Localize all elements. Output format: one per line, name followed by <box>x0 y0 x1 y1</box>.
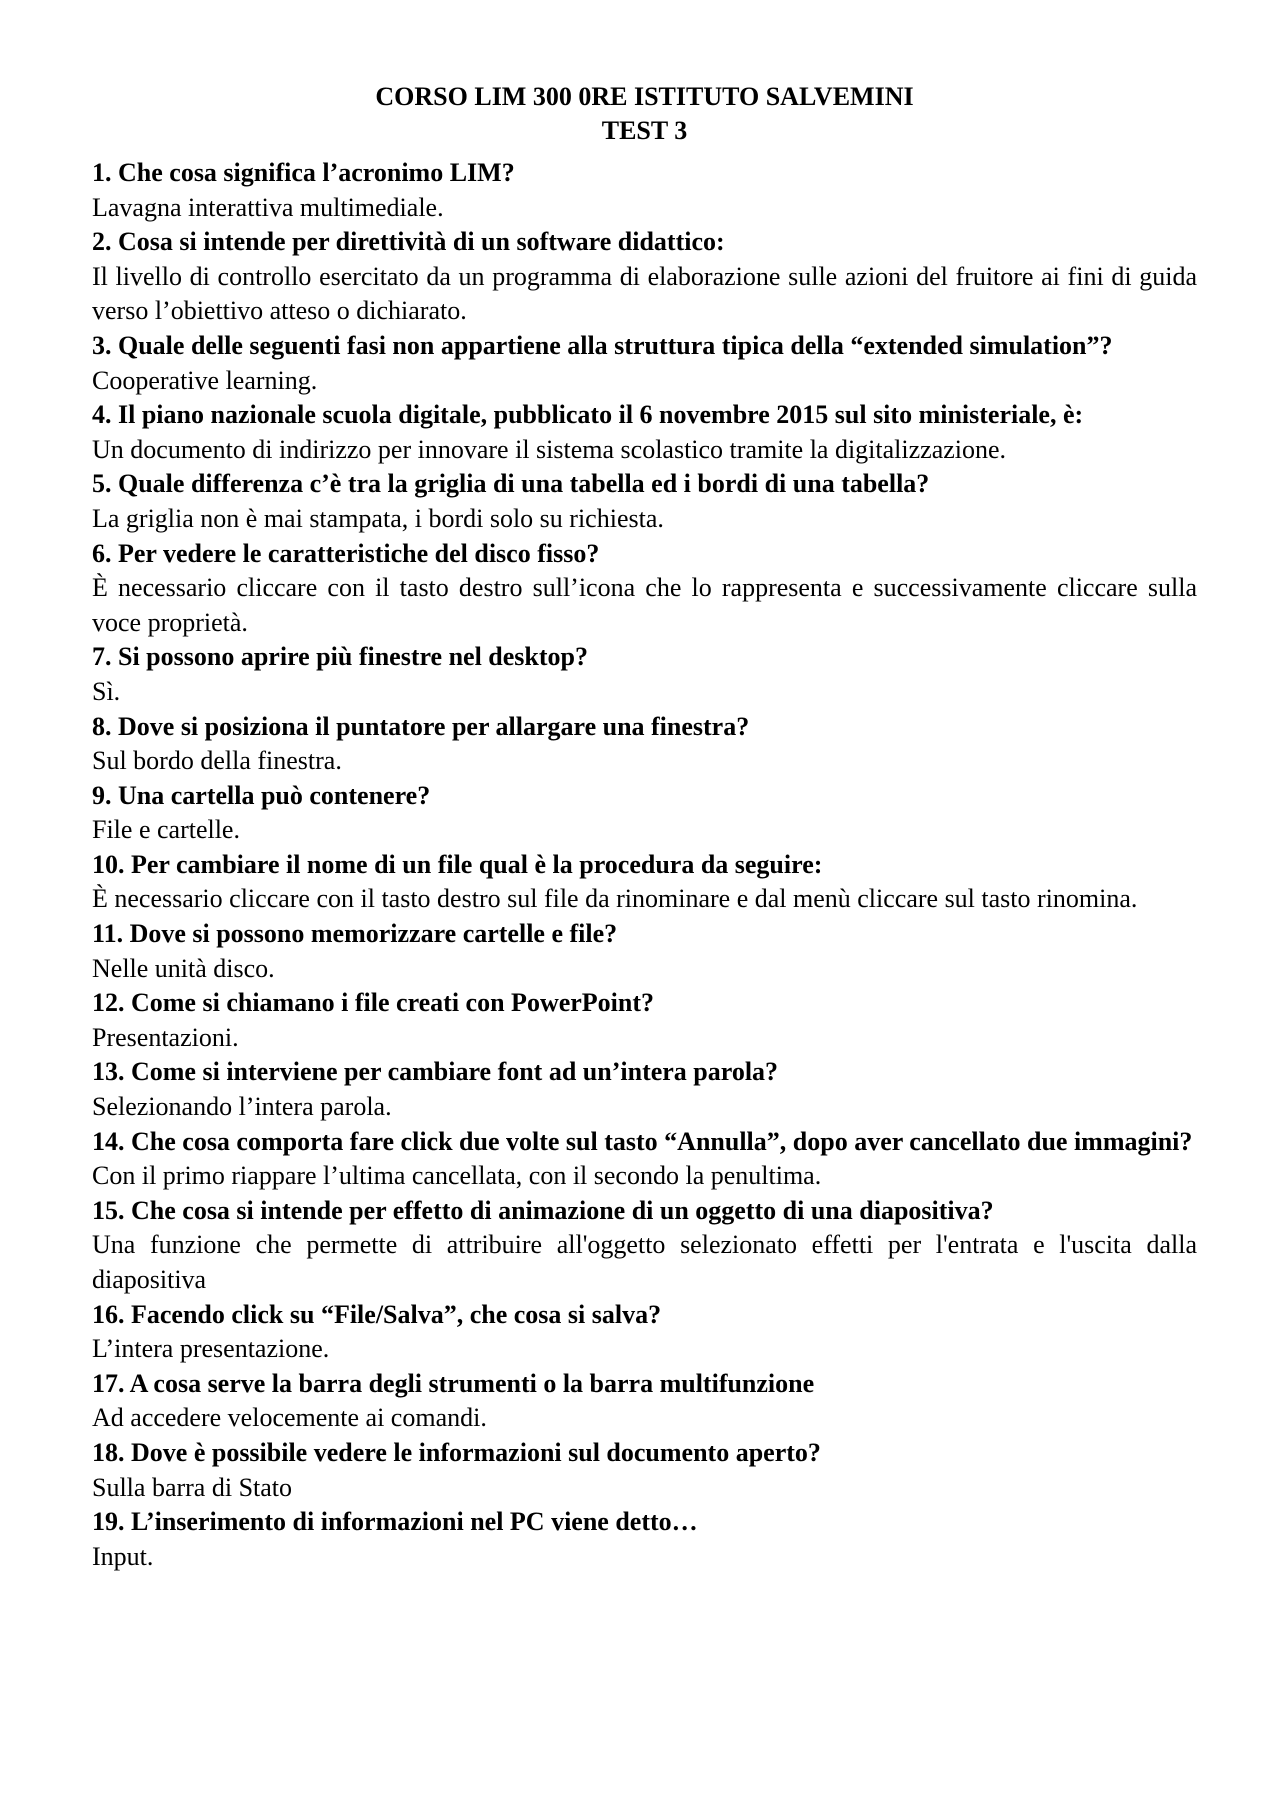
title-block <box>92 80 1197 148</box>
answer: Sul bordo della finestra. <box>92 746 342 776</box>
qa-item-6 <box>92 537 1197 641</box>
answer: È necessario cliccare con il tasto destro sull’icona che lo rappresenta e successivamente cliccare sulla voce proprietà. <box>92 573 1197 637</box>
question: 17. A cosa serve la barra degli strumenti o la barra multifunzione <box>92 1368 815 1398</box>
qa-item-14 <box>92 1125 1197 1194</box>
answer: La griglia non è mai stampata, i bordi solo su richiesta. <box>92 503 664 533</box>
question: 7. Si possono aprire più finestre nel desktop? <box>92 642 589 672</box>
document-page <box>92 80 1197 1574</box>
document-title: CORSO LIM 300 0RE ISTITUTO SALVEMINI <box>375 82 914 111</box>
qa-item-19 <box>92 1505 1197 1574</box>
answer: Selezionando l’intera parola. <box>92 1092 392 1122</box>
question-list <box>92 156 1197 1574</box>
answer: Ad accedere velocemente ai comandi. <box>92 1403 487 1433</box>
qa-item-4 <box>92 398 1197 467</box>
answer: Lavagna interattiva multimediale. <box>92 192 444 222</box>
question: 15. Che cosa si intende per effetto di animazione di un oggetto di una diapositiva? <box>92 1195 994 1225</box>
question: 18. Dove è possibile vedere le informazioni sul documento aperto? <box>92 1437 821 1467</box>
qa-item-10 <box>92 848 1197 917</box>
question: 9. Una cartella può contenere? <box>92 780 431 810</box>
qa-item-2 <box>92 225 1197 329</box>
qa-item-9 <box>92 779 1197 848</box>
answer: Input. <box>92 1541 154 1571</box>
question: 14. Che cosa comporta fare click due volte sul tasto “Annulla”, dopo aver cancellato due immagini? <box>92 1126 1193 1156</box>
qa-item-15 <box>92 1194 1197 1298</box>
answer: L’intera presentazione. <box>92 1334 330 1364</box>
question: 16. Facendo click su “File/Salva”, che cosa si salva? <box>92 1299 662 1329</box>
question: 11. Dove si possono memorizzare cartelle e file? <box>92 919 618 949</box>
answer: Il livello di controllo esercitato da un programma di elaborazione sulle azioni del fruitore ai fini di guida verso l’obiettivo atteso o dichiarato. <box>92 261 1197 326</box>
answer: Presentazioni. <box>92 1022 239 1052</box>
qa-item-18 <box>92 1436 1197 1505</box>
question: 12. Come si chiamano i file creati con PowerPoint? <box>92 988 655 1018</box>
question: 8. Dove si posiziona il puntatore per allargare una finestra? <box>92 711 750 741</box>
question: 6. Per vedere le caratteristiche del disco fisso? <box>92 538 600 568</box>
qa-item-12 <box>92 986 1197 1055</box>
question: 3. Quale delle seguenti fasi non appartiene alla struttura tipica della “extended simulation”? <box>92 330 1113 360</box>
answer: Nelle unità disco. <box>92 953 275 983</box>
qa-item-7 <box>92 640 1197 709</box>
question: 5. Quale differenza c’è tra la griglia di una tabella ed i bordi di una tabella? <box>92 469 930 499</box>
qa-item-11 <box>92 917 1197 986</box>
answer: Sì. <box>92 676 121 706</box>
answer: Una funzione che permette di attribuire all'oggetto selezionato effetti per l'entrata e l'uscita dalla diapositiva <box>92 1230 1197 1294</box>
question: 10. Per cambiare il nome di un file qual è la procedura da seguire: <box>92 849 823 879</box>
answer: Cooperative learning. <box>92 365 318 395</box>
qa-item-3 <box>92 329 1197 398</box>
question: 4. Il piano nazionale scuola digitale, pubblicato il 6 novembre 2015 sul sito ministeriale, è: <box>92 400 1084 430</box>
question: 2. Cosa si intende per direttività di un software didattico: <box>92 227 725 257</box>
qa-item-13 <box>92 1055 1197 1124</box>
qa-item-8 <box>92 710 1197 779</box>
question: 13. Come si interviene per cambiare font ad un’intera parola? <box>92 1057 779 1087</box>
question: 19. L’inserimento di informazioni nel PC viene detto… <box>92 1507 698 1537</box>
qa-item-17 <box>92 1367 1197 1436</box>
document-subtitle: TEST 3 <box>601 116 688 145</box>
answer: File e cartelle. <box>92 815 240 845</box>
qa-item-16 <box>92 1298 1197 1367</box>
answer: Sulla barra di Stato <box>92 1472 293 1502</box>
answer: Un documento di indirizzo per innovare il sistema scolastico tramite la digitalizzazione. <box>92 434 1007 464</box>
qa-item-5 <box>92 467 1197 536</box>
question: 1. Che cosa significa l’acronimo LIM? <box>92 158 515 187</box>
answer: È necessario cliccare con il tasto destro sul file da rinominare e dal menù cliccare sul tasto rinomina. <box>92 884 1138 914</box>
qa-item-1 <box>92 156 1197 225</box>
answer: Con il primo riappare l’ultima cancellata, con il secondo la penultima. <box>92 1161 822 1191</box>
